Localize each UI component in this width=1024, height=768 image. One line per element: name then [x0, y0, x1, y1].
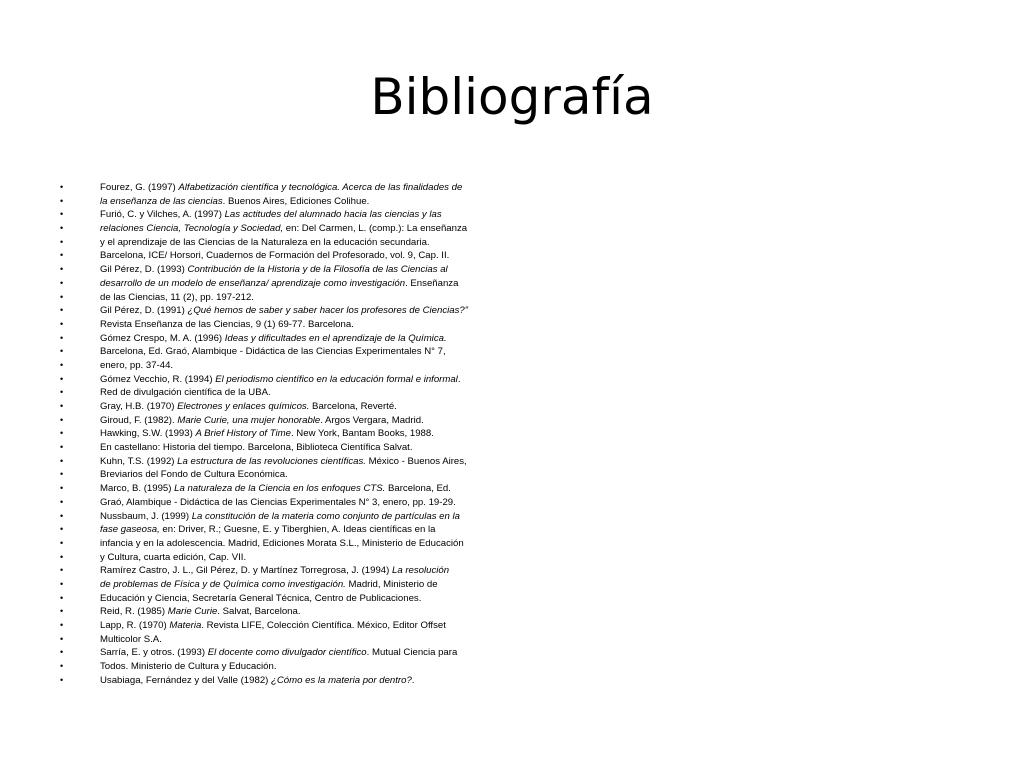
bullet-icon: •: [60, 291, 64, 302]
reference-text: . Argos Vergara, Madrid.: [320, 414, 424, 426]
reference-text: Nussbaum, J. (1999): [100, 510, 192, 522]
reference-title-text: Contribución de la Historia y de la Filosofía de las Ciencias al: [187, 264, 448, 276]
bibliography-line: [60, 304, 530, 318]
reference-title-text: ¿Qué hemos de saber y saber hacer los profesores de Ciencias?”: [187, 305, 468, 317]
bullet-icon: •: [60, 674, 64, 685]
bullet-icon: •: [60, 414, 64, 425]
reference-text: Hawking, S.W. (1993): [100, 428, 196, 440]
reference-text: Kuhn, T.S. (1992): [100, 455, 178, 467]
bullet-icon: •: [60, 565, 64, 576]
reference-title-text: La estructura de las revoluciones científicas.: [177, 455, 366, 467]
bullet-icon: •: [60, 195, 64, 206]
bullet-icon: •: [60, 496, 64, 507]
reference-title-text: fase gaseosa,: [100, 524, 160, 536]
reference-text: Ramírez Castro, J. L., Gil Pérez, D. y Martínez Torregrosa, J. (1994): [100, 565, 392, 577]
reference-text: Barcelona, Ed. Graó, Alambique - Didáctica de las Ciencias Experimentales N° 7,: [100, 346, 446, 358]
bullet-icon: •: [60, 318, 64, 329]
reference-title-text: Alfabetización científica y tecnológica. Acerca de las finalidades de: [178, 182, 463, 193]
reference-text: Giroud, F. (1982).: [100, 414, 178, 426]
bullet-icon: •: [60, 469, 64, 480]
bibliography-line: [60, 222, 530, 236]
reference-text: Gil Pérez, D. (1993): [100, 264, 188, 276]
bibliography-line: [60, 359, 530, 373]
reference-text: Gray, H.B. (1970): [100, 401, 178, 412]
bibliography-line: [60, 674, 530, 688]
bibliography-line: [60, 455, 530, 469]
bibliography-line: [60, 332, 530, 346]
reference-title-text: El periodismo científico en la educación formal e informal: [215, 373, 458, 385]
bibliography-line: [60, 195, 530, 209]
bullet-icon: •: [60, 524, 64, 535]
bullet-icon: •: [60, 264, 64, 275]
reference-text: y el aprendizaje de las Ciencias de la Naturaleza en la educación secundaria.: [100, 236, 430, 248]
bibliography-line: [60, 660, 530, 674]
bibliography-line: [60, 263, 530, 277]
reference-text: . Revista LIFE, Colección Científica. México, Editor Offset: [201, 620, 446, 631]
bullet-icon: •: [60, 209, 64, 220]
reference-text: Barcelona, ICE/ Horsori, Cuadernos de Formación del Profesorado, vol. 9, Cap. II.: [100, 250, 450, 262]
bullet-icon: •: [60, 182, 64, 192]
bullet-icon: •: [60, 359, 64, 370]
reference-text: .: [411, 674, 415, 686]
bibliography-line: [60, 619, 530, 633]
bullet-icon: •: [60, 620, 64, 630]
reference-title-text: Electrones y enlaces químicos.: [177, 401, 310, 412]
bullet-icon: •: [60, 592, 64, 603]
reference-title-text: Las actitudes del alumnado hacia las ciencias y las: [224, 209, 442, 221]
bullet-icon: •: [60, 442, 64, 453]
bibliography-line: [60, 523, 530, 537]
bullet-icon: •: [60, 661, 64, 672]
reference-title-text: relaciones Ciencia, Tecnología y Sociedad,: [100, 223, 284, 235]
bibliography-line: [60, 496, 530, 510]
bullet-icon: •: [60, 647, 64, 658]
bullet-icon: •: [60, 537, 64, 548]
reference-text: Gómez Crespo, M. A. (1996): [100, 332, 225, 344]
bullet-icon: •: [60, 455, 64, 466]
bullet-icon: •: [60, 305, 64, 316]
bibliography-line: [60, 249, 530, 263]
bibliography-line: [60, 551, 530, 565]
bullet-icon: •: [60, 510, 64, 521]
bibliography-line: [60, 633, 530, 647]
reference-title-text: Marie Curie: [167, 606, 218, 618]
bibliography-list: [60, 181, 530, 687]
reference-title-text: A Brief History of Time: [195, 428, 291, 440]
bullet-icon: •: [60, 373, 64, 384]
reference-text: . Mutual Ciencia para: [366, 647, 458, 659]
bullet-icon: •: [60, 606, 64, 617]
reference-text: Usabiaga, Fernández y del Valle (1982): [100, 674, 272, 686]
reference-text: Educación y Ciencia, Secretaría General Técnica, Centro de Publicaciones.: [100, 592, 422, 604]
reference-text: enero, pp. 37-44.: [100, 359, 174, 371]
bullet-icon: •: [60, 332, 64, 343]
bibliography-line: [60, 605, 530, 619]
bibliography-line: [60, 646, 530, 660]
bibliography-line: [60, 236, 530, 250]
reference-text: . Enseñanza: [405, 277, 459, 289]
reference-title-text: de problemas de Física y de Química como investigación.: [100, 578, 346, 590]
reference-title-text: la enseñanza de las ciencias: [100, 195, 223, 207]
reference-text: Graó, Alambique - Didáctica de las Ciencias Experimentales N° 3, enero, pp. 19-29.: [100, 496, 456, 508]
bullet-icon: •: [60, 633, 64, 644]
reference-text: Gómez Vecchio, R. (1994): [100, 373, 216, 385]
reference-text: Furió, C. y Vilches, A. (1997): [100, 209, 225, 221]
slide-title: Bibliografía: [370, 68, 654, 126]
reference-title-text: Ideas y dificultades en el aprendizaje de la Química.: [224, 332, 447, 344]
bullet-icon: •: [60, 578, 64, 589]
bibliography-line: [60, 277, 530, 291]
bibliography-line: [60, 468, 530, 482]
reference-title-text: La constitución de la materia como conjunto de partículas en la: [191, 510, 460, 522]
bibliography-line: [60, 482, 530, 496]
reference-text: Lapp, R. (1970): [100, 620, 170, 631]
bullet-icon: •: [60, 428, 64, 439]
bullet-icon: •: [60, 387, 64, 398]
reference-text: Barcelona, Ed.: [385, 483, 451, 495]
reference-text: . Salvat, Barcelona.: [217, 606, 301, 618]
reference-title-text: ¿Cómo es la materia por dentro?: [271, 674, 412, 686]
bibliography-line: [60, 414, 530, 428]
reference-text: Marco, B. (1995): [100, 483, 175, 495]
reference-text: y Cultura, cuarta edición, Cap. VII.: [100, 551, 247, 563]
bibliography-line: [60, 386, 530, 400]
reference-text: Reid, R. (1985): [100, 606, 168, 618]
reference-text: Revista Enseñanza de las Ciencias, 9 (1) 69-77. Barcelona.: [100, 318, 354, 330]
reference-text: en: Driver, R.; Guesne, E. y Tiberghien, A. Ideas científicas en la: [159, 524, 436, 536]
reference-text: Barcelona, Reverté.: [309, 401, 397, 412]
bibliography-line: [60, 564, 530, 578]
reference-title-text: La naturaleza de la Ciencia en los enfoques CTS.: [174, 483, 386, 495]
bibliography-line: [60, 427, 530, 441]
reference-title-text: desarrollo de un modelo de enseñanza/ aprendizaje como investigación: [100, 277, 406, 289]
bibliography-line: [60, 441, 530, 455]
reference-text: Madrid, Ministerio de: [345, 578, 438, 590]
reference-text: . New York, Bantam Books, 1988.: [290, 428, 434, 440]
reference-text: Multicolor S.A.: [100, 633, 162, 645]
reference-text: de las Ciencias, 11 (2), pp. 197-212.: [100, 291, 254, 303]
bullet-icon: •: [60, 483, 64, 494]
reference-text: Red de divulgación científica de la UBA.: [100, 387, 271, 399]
bibliography-line: [60, 345, 530, 359]
bibliography-line: [60, 537, 530, 551]
bibliography-line: [60, 510, 530, 524]
bibliography-line: [60, 291, 530, 305]
reference-text: . Buenos Aires, Ediciones Colihue.: [222, 195, 370, 207]
bibliography-line: [60, 400, 530, 414]
reference-title-text: El docente como divulgador científico: [207, 647, 367, 659]
bibliography-line: [60, 208, 530, 222]
reference-text: infancia y en la adolescencia. Madrid, Ediciones Morata S.L., Ministerio de Educación: [100, 537, 464, 549]
reference-text: México - Buenos Aires,: [365, 455, 467, 467]
reference-text: Fourez, G. (1997): [100, 182, 179, 193]
reference-text: Gil Pérez, D. (1991): [100, 305, 188, 317]
reference-text: en: Del Carmen, L. (comp.): La enseñanza: [283, 223, 468, 235]
reference-title-text: Marie Curie, una mujer honorable: [177, 414, 321, 426]
reference-title-text: Materia: [169, 620, 202, 631]
bibliography-line: [60, 181, 530, 195]
reference-text: .: [457, 373, 461, 385]
bullet-icon: •: [60, 223, 64, 234]
bibliography-line: [60, 318, 530, 332]
bullet-icon: •: [60, 250, 64, 261]
bullet-icon: •: [60, 551, 64, 562]
reference-text: Breviarios del Fondo de Cultura Económica.: [100, 469, 288, 481]
bibliography-line: [60, 592, 530, 606]
reference-text: Todos. Ministerio de Cultura y Educación.: [100, 661, 277, 673]
bullet-icon: •: [60, 236, 64, 247]
reference-text: En castellano: Historia del tiempo. Barcelona, Biblioteca Científica Salvat.: [100, 442, 413, 454]
bibliography-line: [60, 373, 530, 387]
bullet-icon: •: [60, 277, 64, 288]
bibliography-line: [60, 578, 530, 592]
bullet-icon: •: [60, 346, 64, 357]
bullet-icon: •: [60, 401, 64, 411]
reference-title-text: La resolución: [392, 565, 450, 577]
reference-text: Sarría, E. y otros. (1993): [100, 647, 208, 659]
